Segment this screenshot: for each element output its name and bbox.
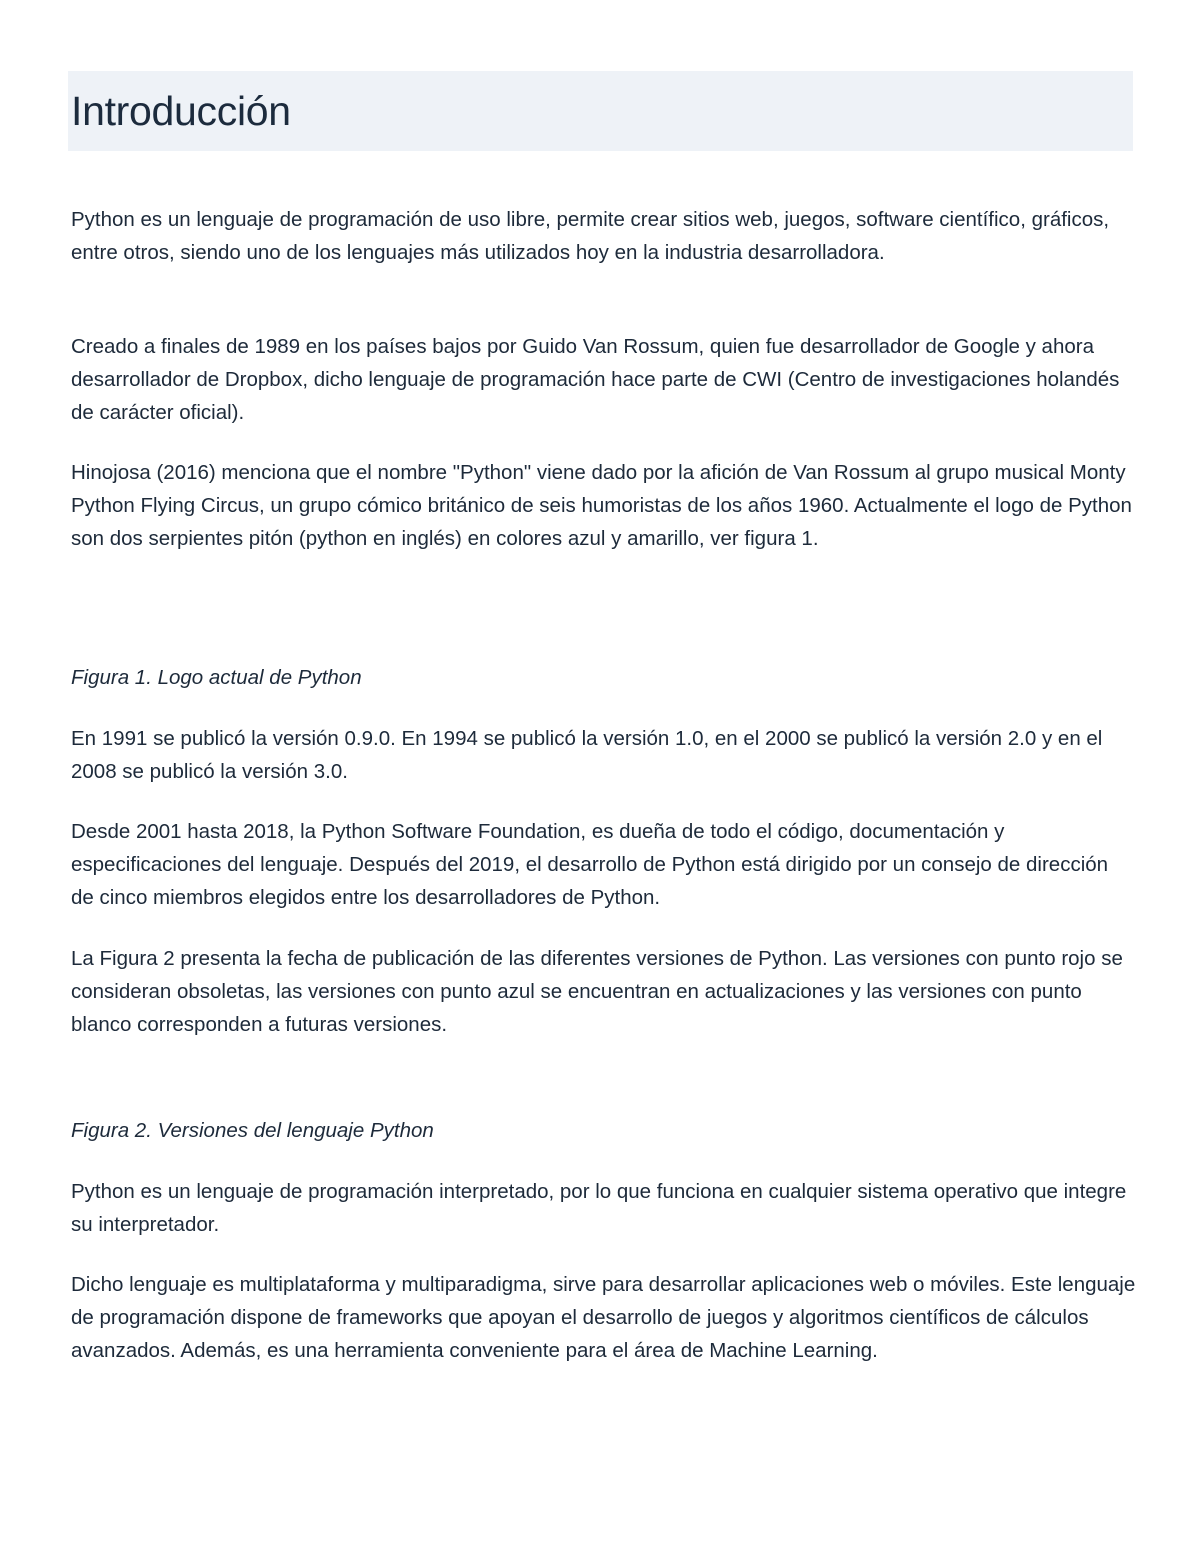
figure-1-caption: Figura 1. Logo actual de Python [71,666,362,689]
paragraph-origin: Creado a finales de 1989 en los países bajos por Guido Van Rossum, quien fue desarrollador de Google y ahora desarrollador de Dropbox, dicho lenguaje de programación hace parte de CWI (Centro de investigaciones holandés de carácter oficial). [71,335,1120,424]
page-title: Introducción [71,88,291,134]
paragraph-figure-2-description: La Figura 2 presenta la fecha de publicación de las diferentes versiones de Python. Las versiones con punto rojo se consideran obsoletas, las versiones con punto azul se encuentran en actualizaciones y las versiones con punto blanco corresponden a futuras versiones. [71,947,1123,1036]
paragraph-name-origin: Hinojosa (2016) menciona que el nombre "Python" viene dado por la afición de Van Rossum al grupo musical Monty Python Flying Circus, un grupo cómico británico de seis humoristas de los años 1960. Actualmente el logo de Python son dos serpientes pitón (python en inglés) en colores azul y amarillo, ver figura 1. [71,461,1132,550]
paragraph-interpreted: Python es un lenguaje de programación interpretado, por lo que funciona en cualquier sistema operativo que integre su interpretador. [71,1180,1127,1236]
title-banner [68,71,1133,151]
figure-2-caption: Figura 2. Versiones del lenguaje Python [71,1119,434,1142]
paragraph-multiplatform: Dicho lenguaje es multiplataforma y multiparadigma, sirve para desarrollar aplicaciones web o móviles. Este lenguaje de programación dispone de frameworks que apoyan el desarrollo de juegos y algoritmos científicos de cálculos avanzados. Además, es una herramienta conveniente para el área de Machine Learning. [71,1273,1136,1362]
paragraph-foundation: Desde 2001 hasta 2018, la Python Software Foundation, es dueña de todo el código, documentación y especificaciones del lenguaje. Después del 2019, el desarrollo de Python está dirigido por un consejo de dirección de cinco miembros elegidos entre los desarrolladores de Python. [71,820,1109,909]
paragraph-versions: En 1991 se publicó la versión 0.9.0. En 1994 se publicó la versión 1.0, en el 2000 se publicó la versión 2.0 y en el 2008 se publicó la versión 3.0. [71,727,1103,783]
paragraph-intro: Python es un lenguaje de programación de uso libre, permite crear sitios web, juegos, software científico, gráficos, entre otros, siendo uno de los lenguajes más utilizados hoy en la industria desarrolladora. [71,208,1110,264]
